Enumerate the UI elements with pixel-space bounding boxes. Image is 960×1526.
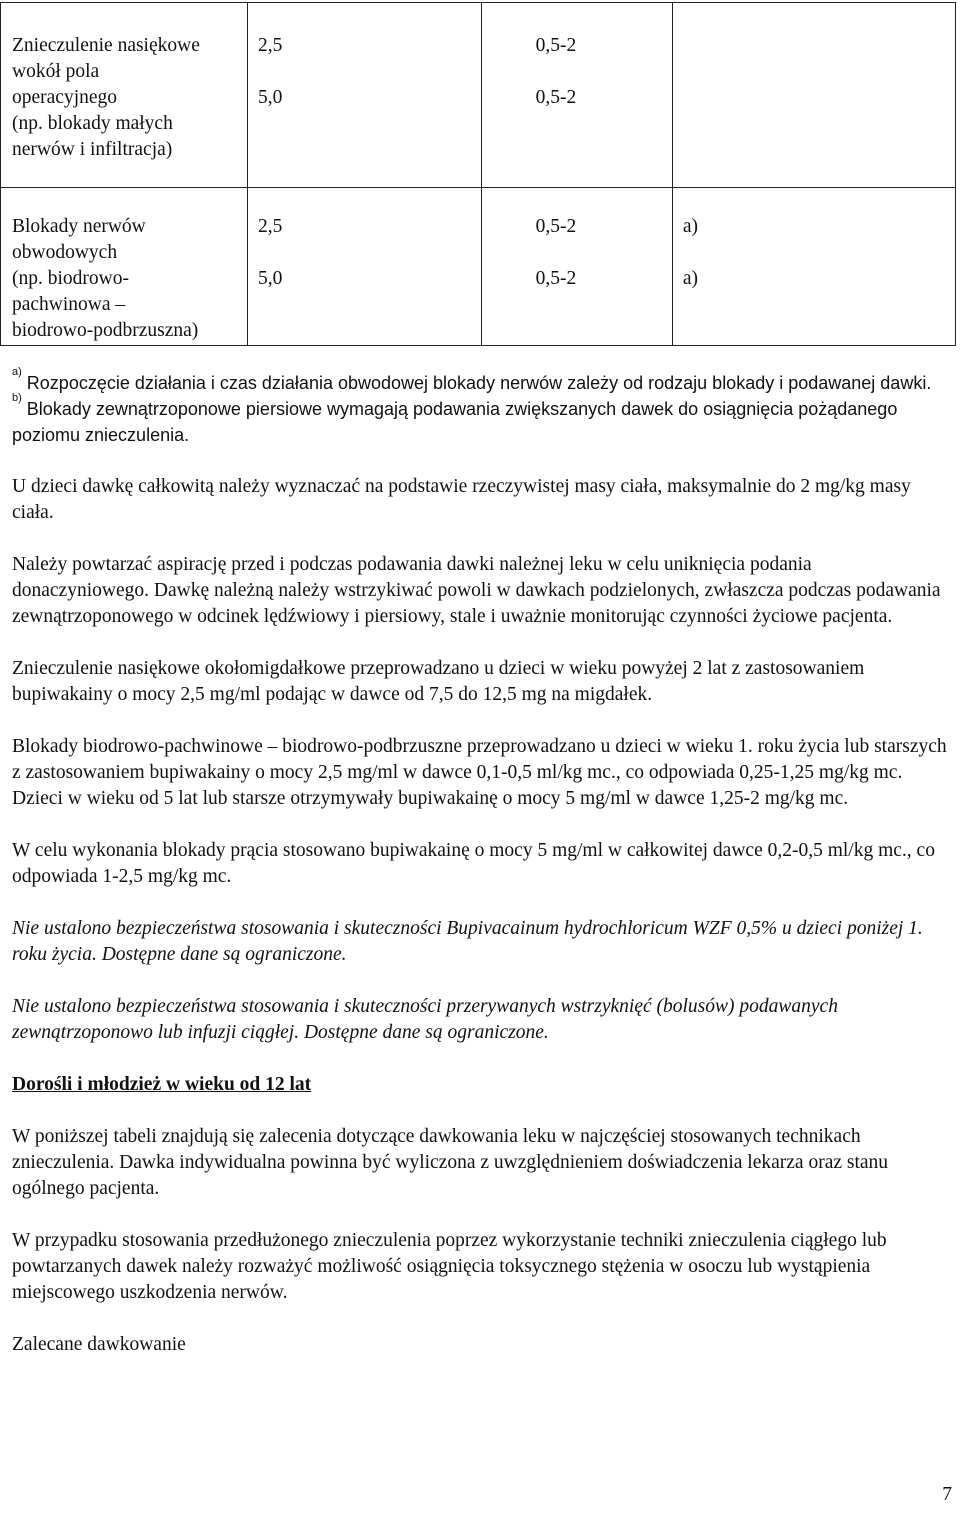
cell-text: (np. blokady małych xyxy=(12,113,173,134)
paragraph-italic: Nie ustalono bezpieczeństwa stosowania i skuteczności przerywanych wstrzyknięć (bolusów) podawanych zewnątrzoponowo lub infuzji ciągłej. Dostępne dane są ograniczone. xyxy=(12,996,838,1043)
table-cell-technique xyxy=(1,188,248,346)
table-row xyxy=(1,188,956,346)
paragraph: W celu wykonania blokady prącia stosowano bupiwakainę o mocy 5 mg/ml w całkowitej dawce 0,2-0,5 ml/kg mc., co odpowiada 1-2,5 mg/kg mc. xyxy=(12,840,935,887)
cell-text: a) xyxy=(682,216,698,237)
cell-text: nerwów i infiltracja) xyxy=(12,139,173,160)
footnote-mark: a) xyxy=(12,366,22,378)
paragraph: Należy powtarzać aspirację przed i podczas podawania dawki należnej leku w celu uniknięcia podania donaczyniowego. Dawkę należną należy wstrzykiwać powoli w dawkach podzielonych, zwłaszcza podczas podawania zewnątrzoponowego w odcinek lędźwiowy i piersiowy, stale i uważnie monitorując czynności życiowe pacjenta. xyxy=(12,554,941,627)
paragraph: W przypadku stosowania przedłużonego znieczulenia poprzez wykorzystanie techniki znieczulenia ciągłego lub powtarzanych dawek należy rozważyć możliwość osiągnięcia toksycznego stężenia w osoczu lub wystąpienia miejscowego uszkodzenia nerwów. xyxy=(12,1230,887,1303)
cell-text: 5,0 xyxy=(258,87,283,108)
footnote-mark: b) xyxy=(12,392,22,404)
table-row xyxy=(1,3,956,188)
cell-text: 0,5-2 xyxy=(535,216,577,237)
table-cell-volume xyxy=(481,188,672,346)
page-number: 7 xyxy=(942,1484,952,1505)
table-cell-concentration xyxy=(248,3,482,188)
cell-text: 0,5-2 xyxy=(535,35,577,56)
cell-text: obwodowych xyxy=(12,242,118,263)
table-cell-concentration xyxy=(248,188,482,346)
cell-text: 5,0 xyxy=(258,268,283,289)
cell-text: Blokady nerwów xyxy=(12,216,146,237)
cell-text: pachwinowa – xyxy=(12,294,126,315)
cell-text: 0,5-2 xyxy=(535,268,577,289)
paragraph: Blokady biodrowo-pachwinowe – biodrowo-podbrzuszne przeprowadzano u dzieci w wieku 1. roku życia lub starszych z zastosowaniem bupiwakainy o mocy 2,5 mg/ml w dawce 0,1-0,5 ml/kg mc., co odpowiada 0,25-1,25 mg/kg mc. Dzieci w wieku od 5 lat lub starsze otrzymywały bupiwakainę o mocy 5 mg/ml w dawce 1,25-2 mg/kg mc. xyxy=(12,736,947,809)
footnote-text: Rozpoczęcie działania i czas działania obwodowej blokady nerwów zależy od rodzaju blokady i podawanej dawki. xyxy=(26,373,932,393)
table-cell-volume xyxy=(481,3,672,188)
section-heading: Dorośli i młodzież w wieku od 12 lat xyxy=(12,1074,312,1095)
cell-text: biodrowo-podbrzuszna) xyxy=(12,320,199,341)
cell-text: 2,5 xyxy=(258,35,283,56)
cell-text: a) xyxy=(682,268,698,289)
paragraph: W poniższej tabeli znajdują się zalecenia dotyczące dawkowania leku w najczęściej stosowanych technikach znieczulenia. Dawka indywidualna powinna być wyliczona z uwzględnieniem doświadczenia lekarza oraz stanu ogólnego pacjenta. xyxy=(12,1126,889,1199)
paragraph: U dzieci dawkę całkowitą należy wyznaczać na podstawie rzeczywistej masy ciała, maksymalnie do 2 mg/kg masy ciała. xyxy=(12,476,911,523)
footnote-a xyxy=(12,366,948,396)
cell-text: operacyjnego xyxy=(12,87,118,108)
cell-text: (np. biodrowo- xyxy=(12,268,129,289)
dosage-table xyxy=(0,2,956,346)
table-cell-technique xyxy=(1,3,248,188)
cell-text: 2,5 xyxy=(258,216,283,237)
cell-text: Znieczulenie nasiękowe xyxy=(12,35,200,56)
table-cell-note xyxy=(672,3,955,188)
paragraph: Znieczulenie nasiękowe okołomigdałkowe przeprowadzano u dzieci w wieku powyżej 2 lat z zastosowaniem bupiwakainy o mocy 2,5 mg/ml podając w dawce od 7,5 do 12,5 mg na migdałek. xyxy=(12,658,865,705)
paragraph-italic: Nie ustalono bezpieczeństwa stosowania i skuteczności Bupivacainum hydrochloricum WZF 0,5% u dzieci poniżej 1. roku życia. Dostępne dane są ograniczone. xyxy=(12,918,923,965)
paragraph: Zalecane dawkowanie xyxy=(12,1334,186,1355)
cell-text: wokół pola xyxy=(12,61,100,82)
cell-text: 0,5-2 xyxy=(535,87,577,108)
footnote-b xyxy=(12,392,948,448)
table-cell-note xyxy=(672,188,955,346)
footnote-text: Blokady zewnątrzoponowe piersiowe wymagają podawania zwiększanych dawek do osiągnięcia pożądanego poziomu znieczulenia. xyxy=(12,399,898,445)
document-body xyxy=(12,366,948,1358)
